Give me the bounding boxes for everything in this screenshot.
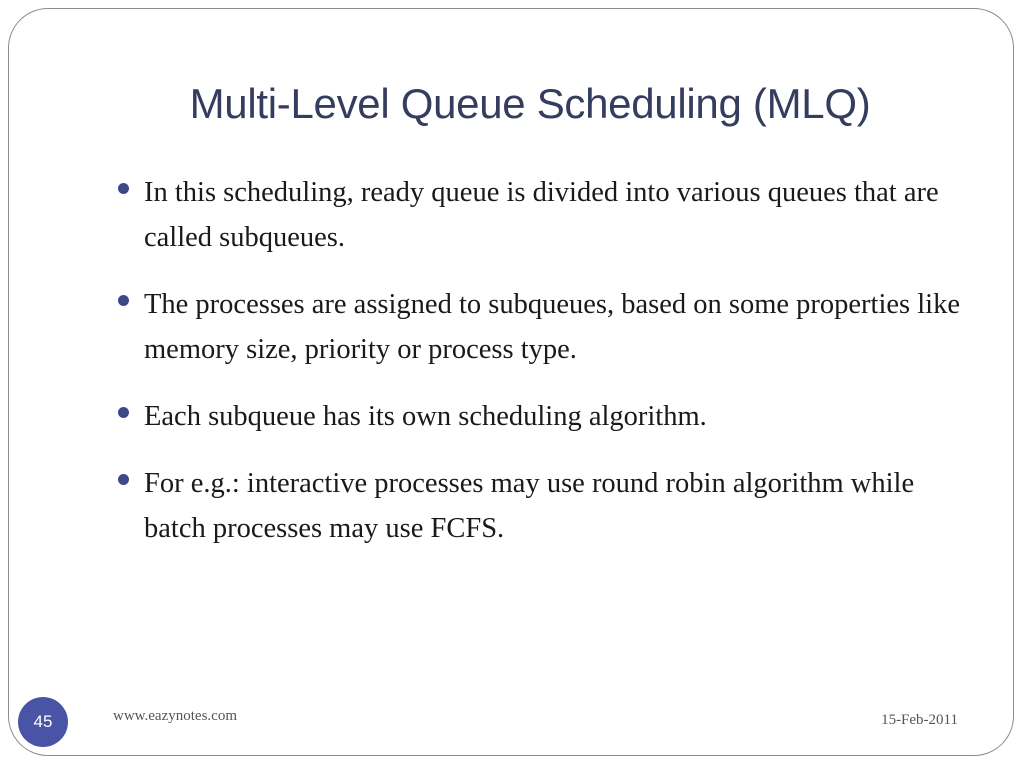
bullet-list bbox=[118, 170, 968, 573]
bullet-marker-icon bbox=[118, 407, 129, 418]
bullet-item bbox=[118, 282, 968, 372]
slide-title: Multi-Level Queue Scheduling (MLQ) bbox=[189, 80, 871, 127]
bullet-item bbox=[118, 170, 968, 260]
bullet-text: Each subqueue has its own scheduling algorithm. bbox=[144, 401, 707, 432]
bullet-text: In this scheduling, ready queue is divided into various queues that are called subqueues. bbox=[144, 177, 939, 253]
bullet-text: For e.g.: interactive processes may use round robin algorithm while batch processes may use FCFS. bbox=[144, 468, 915, 544]
bullet-marker-icon bbox=[118, 295, 129, 306]
footer-date: 15-Feb-2011 bbox=[881, 712, 958, 728]
bullet-marker-icon bbox=[118, 474, 129, 485]
bullet-item bbox=[118, 461, 968, 551]
bullet-marker-icon bbox=[118, 183, 129, 194]
bullet-item bbox=[118, 394, 968, 439]
footer-website: www.eazynotes.com bbox=[113, 708, 237, 724]
page-number-badge: 45 bbox=[18, 697, 68, 747]
bullet-text: The processes are assigned to subqueues, based on some properties like memory size, priority or process type. bbox=[144, 289, 960, 365]
